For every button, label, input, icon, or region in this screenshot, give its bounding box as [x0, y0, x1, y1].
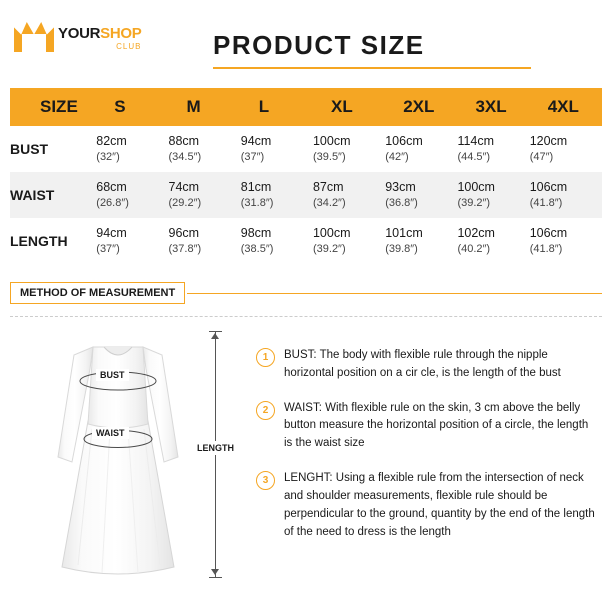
arrow-down-icon — [211, 569, 219, 575]
cell-waist-xl: 87cm (34.2″) — [312, 180, 346, 210]
cell-waist-m: 74cm (29.2″) — [168, 180, 202, 210]
waist-measure-label: WAIST — [92, 427, 129, 439]
brand-word-your: YOUR — [58, 25, 101, 42]
table-row — [10, 172, 602, 218]
row-label-bust: BUST — [10, 141, 49, 157]
table-row — [10, 218, 602, 264]
brand-wordmark — [58, 22, 141, 51]
cell-length-4xl: 106cm (41.8″) — [529, 226, 568, 256]
cell-length-3xl: 102cm (40.2″) — [457, 226, 495, 256]
title-underline — [213, 67, 531, 69]
cell-length-m: 96cm (37.8″) — [168, 226, 202, 256]
dress-illustration — [48, 329, 188, 581]
crown-icon — [14, 22, 54, 52]
length-axis-cap-bottom — [209, 577, 222, 578]
cell-length-l: 98cm (38.5″) — [240, 226, 274, 256]
cell-bust-l: 94cm (37″) — [240, 134, 272, 164]
table-header-xl: XL — [330, 97, 353, 116]
note-number-badge: 1 — [256, 348, 275, 367]
arrow-up-icon — [211, 333, 219, 339]
brand-logo — [14, 22, 141, 52]
note-item — [256, 400, 596, 453]
length-axis-cap-top — [209, 331, 222, 332]
cell-bust-4xl: 120cm (47″) — [529, 134, 568, 164]
cell-length-xl: 100cm (39.2″) — [312, 226, 351, 256]
method-divider-line — [187, 293, 602, 294]
note-item — [256, 470, 596, 541]
note-number-badge: 3 — [256, 471, 275, 490]
table-header-3xl: 3XL — [475, 97, 507, 116]
page-title-block — [213, 30, 533, 69]
page-title: PRODUCT SIZE — [213, 30, 425, 60]
cell-length-2xl: 101cm (39.8″) — [385, 226, 423, 256]
table-header-2xl: 2XL — [403, 97, 435, 116]
cell-waist-l: 81cm (31.8″) — [240, 180, 274, 210]
table-row — [10, 126, 602, 172]
cell-bust-s: 82cm (32″) — [96, 134, 127, 164]
page-header — [0, 0, 612, 78]
note-text-length: LENGHT: Using a flexible rule from the intersection of neck and shoulder measurements, flexible rule should be perpendicular to the ground, quantity by the end of the length of the need to dress is the length — [284, 472, 595, 538]
measurement-section — [0, 323, 612, 595]
row-label-length: LENGTH — [10, 233, 68, 249]
brand-word-shop: SHOP — [100, 25, 142, 42]
method-of-measurement-label: METHOD OF MEASUREMENT — [10, 282, 185, 304]
size-table — [10, 88, 602, 264]
row-label-waist: WAIST — [10, 187, 55, 203]
cell-bust-3xl: 114cm (44.5″) — [457, 134, 495, 164]
table-header-size: SIZE — [40, 97, 78, 116]
cell-bust-2xl: 106cm (42″) — [385, 134, 423, 164]
bust-measure-label: BUST — [96, 369, 129, 381]
brand-subtitle: CLUB — [116, 42, 142, 51]
cell-bust-m: 88cm (34.5″) — [168, 134, 202, 164]
note-item — [256, 347, 596, 383]
cell-waist-s: 68cm (26.8″) — [96, 180, 129, 210]
table-header-s: S — [114, 97, 126, 116]
dashed-divider — [10, 316, 602, 317]
method-of-measurement-bar — [10, 282, 602, 304]
note-text-waist: WAIST: With flexible rule on the skin, 3 cm above the belly button measure the horizontal position of a circle, the length is the waist size — [284, 401, 589, 450]
dress-diagram — [0, 323, 250, 595]
cell-waist-4xl: 106cm (41.8″) — [529, 180, 568, 210]
table-header-4xl: 4XL — [547, 97, 579, 116]
table-header-m: M — [186, 97, 201, 116]
cell-waist-2xl: 93cm (36.8″) — [385, 180, 418, 210]
note-number-badge: 2 — [256, 401, 275, 420]
table-header-row — [10, 88, 602, 126]
size-table-wrapper — [10, 88, 602, 264]
note-text-bust: BUST: The body with flexible rule through the nipple horizontal position on a cir cle, is the length of the bust — [284, 349, 561, 379]
table-header-l: L — [258, 97, 270, 116]
cell-bust-xl: 100cm (39.5″) — [312, 134, 351, 164]
length-measure-label: LENGTH — [197, 443, 234, 453]
cell-length-s: 94cm (37″) — [96, 226, 127, 256]
measurement-notes — [250, 323, 612, 595]
cell-waist-3xl: 100cm (39.2″) — [457, 180, 495, 210]
